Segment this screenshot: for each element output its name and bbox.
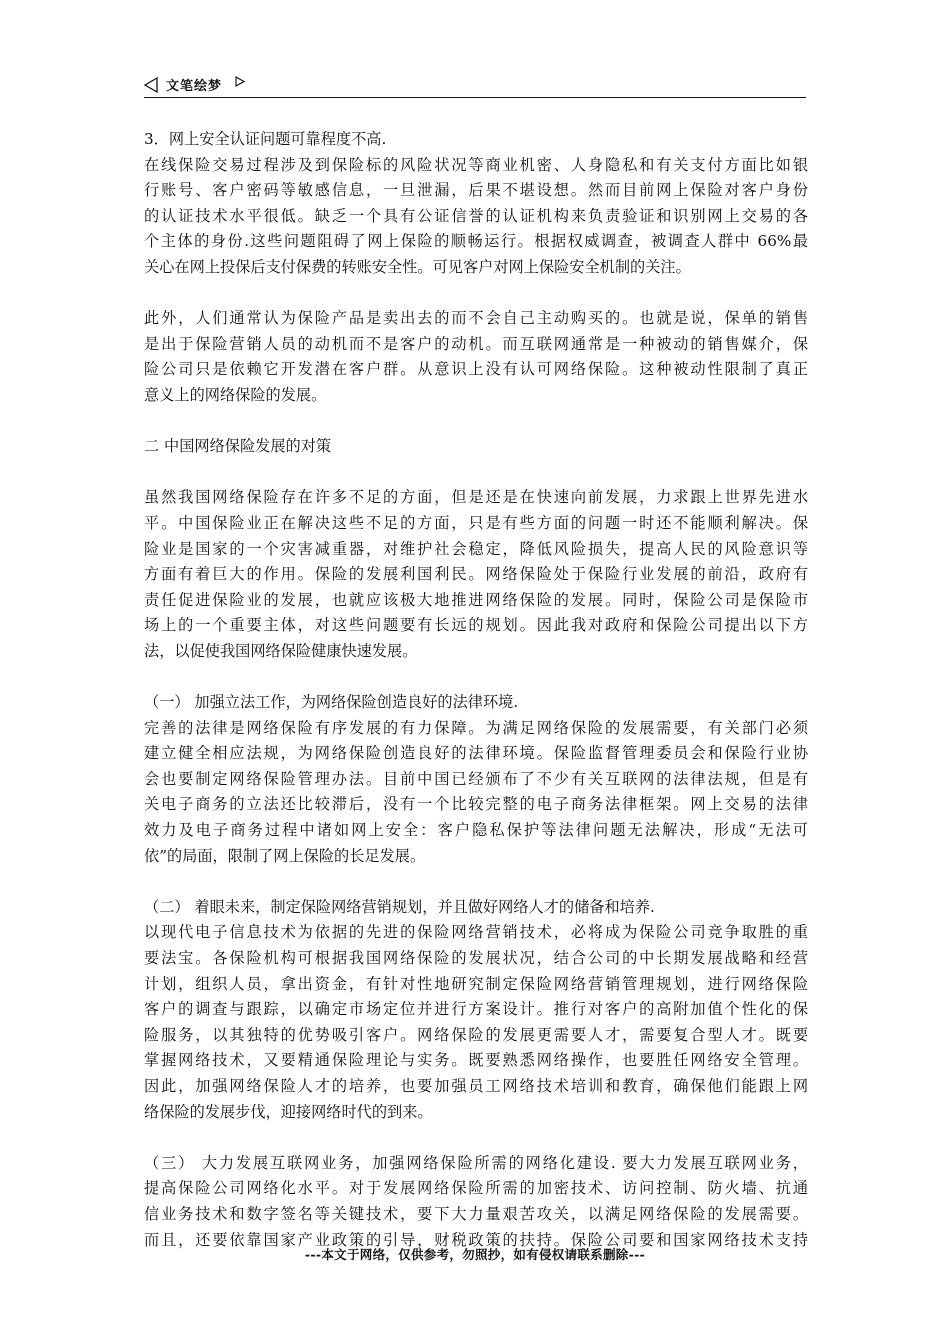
text-line: 险业是国家的一个灾害减重器，对维护社会稳定，降低风险损失，提高人民的风险意识等 xyxy=(144,539,808,558)
text-line: 的认证技术水平很低。缺乏一个具有公证信誉的认证机构来负责验证和识别网上交易的各 xyxy=(144,206,808,225)
text-line: 会也要制定网络保险管理办法。目前中国已经颁布了不少有关互联网的法律法规，但是有 xyxy=(144,769,808,788)
text-line: 平。中国保险业正在解决这些不足的方面，只是有些方面的问题一时还不能顺利解决。保 xyxy=(144,513,808,532)
text-line: 责任促进保险业的发展，也就应该极大地推进网络保险的发展。同时，保险公司是保险市 xyxy=(144,590,808,609)
text-line: 3．网上安全认证问题可靠程度不高. xyxy=(144,130,387,148)
text-line: 提高保险公司网络化水平。对于发展网络保险所需的加密技术、访问控制、防火墙、抗通 xyxy=(144,1179,808,1198)
text-line: 要法宝。各保险机构可根据我国网络保险的发展状况，结合公司的中长期发展战略和经营 xyxy=(144,949,808,967)
paragraph-gap xyxy=(144,1125,808,1151)
page-header xyxy=(144,72,806,98)
text-line: 建立健全相应法规，为网络保险创造良好的法律环境。保险监督管理委员会和保险行业协 xyxy=(144,744,808,763)
text-line: 行账号、客户密码等敏感信息，一旦泄漏，后果不堪设想。然而目前网上保险对客户身份 xyxy=(144,181,808,200)
text-line: 方面有着巨大的作用。保险的发展利国利民。网络保险处于保险行业发展的前沿，政府有 xyxy=(144,565,808,584)
text-line: 客户的调查与跟踪，以确定市场定位并进行方案设计。推行对客户的高附加值个性化的保 xyxy=(144,1000,808,1019)
right-triangle-outline-icon xyxy=(235,76,245,87)
text-line: （三） 大力发展互联网业务，加强网络保险所需的网络化建设. 要大力发展互联网业务， xyxy=(144,1153,808,1172)
text-line: 二 中国网络保险发展的对策 xyxy=(144,437,332,456)
paragraph-gap xyxy=(144,869,808,895)
text-line: 在线保险交易过程涉及到保险标的风险状况等商业机密、人身隐私和有关支付方面比如银 xyxy=(144,155,808,174)
text-line: 关心在网上投保后支付保费的转账安全性。可见客户对网上保险安全机制的关注。 xyxy=(144,257,691,276)
paragraph-gap xyxy=(144,460,808,486)
text-line: 掌握网络技术，又要精通保险理论与实务。既要熟悉网络操作，也要胜任网络安全管理。 xyxy=(144,1051,808,1070)
text-line: 险公司只是依赖它开发潜在客户群。从意识上没有认可网络保险。这种被动性限制了真正 xyxy=(144,360,808,379)
text-line: 依”的局面，限制了网上保险的长足发展。 xyxy=(144,846,426,865)
text-line: 效力及电子商务过程中诸如网上安全：客户隐私保护等法律问题无法解决，形成“无法可 xyxy=(144,821,808,840)
text-line: 是出于保险营销人员的动机而不是客户的动机。而互联网通常是一种被动的销售媒介，保 xyxy=(144,334,808,353)
text-line: （二） 着眼未来，制定保险网络营销规划，并且做好网络人才的储备和培养. xyxy=(144,897,655,916)
text-line: 信业务技术和数字签名等关键技术，要下大力量艰苦攻关，以满足网络保险的发展需要。 xyxy=(144,1204,808,1223)
text-line: 因此，加强网络保险人才的培养，也要加强员工网络技术培训和教育，确保他们能跟上网 xyxy=(144,1076,808,1095)
paragraph-gap xyxy=(144,664,808,690)
text-line: （一） 加强立法工作，为网络保险创造良好的法律环境. xyxy=(144,693,519,712)
paragraph-gap xyxy=(144,409,808,435)
text-line: 法，以促使我国网络保险健康快速发展。 xyxy=(144,641,418,660)
left-triangle-outline-icon xyxy=(144,77,158,93)
paragraph-gap xyxy=(144,281,808,307)
text-line: 个主体的身份.这些问题阻碍了网上保险的顺畅运行。根据权威调查，被调查人群中 66%最 xyxy=(144,232,808,251)
header-divider xyxy=(144,97,806,98)
text-line: 险服务，以其独特的优势吸引客户。网络保险的发展更需要人才，需要复合型人才。既要 xyxy=(144,1025,808,1044)
text-line: 计划，组织人员，拿出资金，有针对性地研究制定保险网络营销管理规划，进行网络保险 xyxy=(144,974,808,993)
text-line: 完善的法律是网络保险有序发展的有力保障。为满足网络保险的发展需要，有关部门必须 xyxy=(144,718,808,737)
text-line: 而且，还要依靠国家产业政策的引导，财税政策的扶持。保险公司要和国家网络技术支持 xyxy=(144,1230,808,1249)
text-line: 关电子商务的立法还比较滞后，没有一个比较完整的电子商务法律框架。网上交易的法律 xyxy=(144,795,808,814)
text-line: 虽然我国网络保险存在许多不足的方面，但是还是在快速向前发展，力求跟上世界先进水 xyxy=(144,488,808,507)
page-footer: ---本文于网络，仅供参考，勿照抄，如有侵权请联系删除--- xyxy=(304,1247,646,1262)
text-line: 意义上的网络保险的发展。 xyxy=(144,385,327,404)
header-brand: 文笔绘梦 xyxy=(166,79,223,94)
text-line: 络保险的发展步伐，迎接网络时代的到来。 xyxy=(144,1102,433,1121)
text-line: 场上的一个重要主体，对这些问题要有长远的规划。因此我对政府和保险公司提出以下方 xyxy=(144,616,808,635)
text-line: 以现代电子信息技术为依据的先进的保险网络营销技术，必将成为保险公司竞争取胜的重 xyxy=(144,923,808,942)
text-line: 此外，人们通常认为保险产品是卖出去的而不会自己主动购买的。也就是说，保单的销售 xyxy=(144,309,808,328)
document-body xyxy=(144,127,808,1253)
